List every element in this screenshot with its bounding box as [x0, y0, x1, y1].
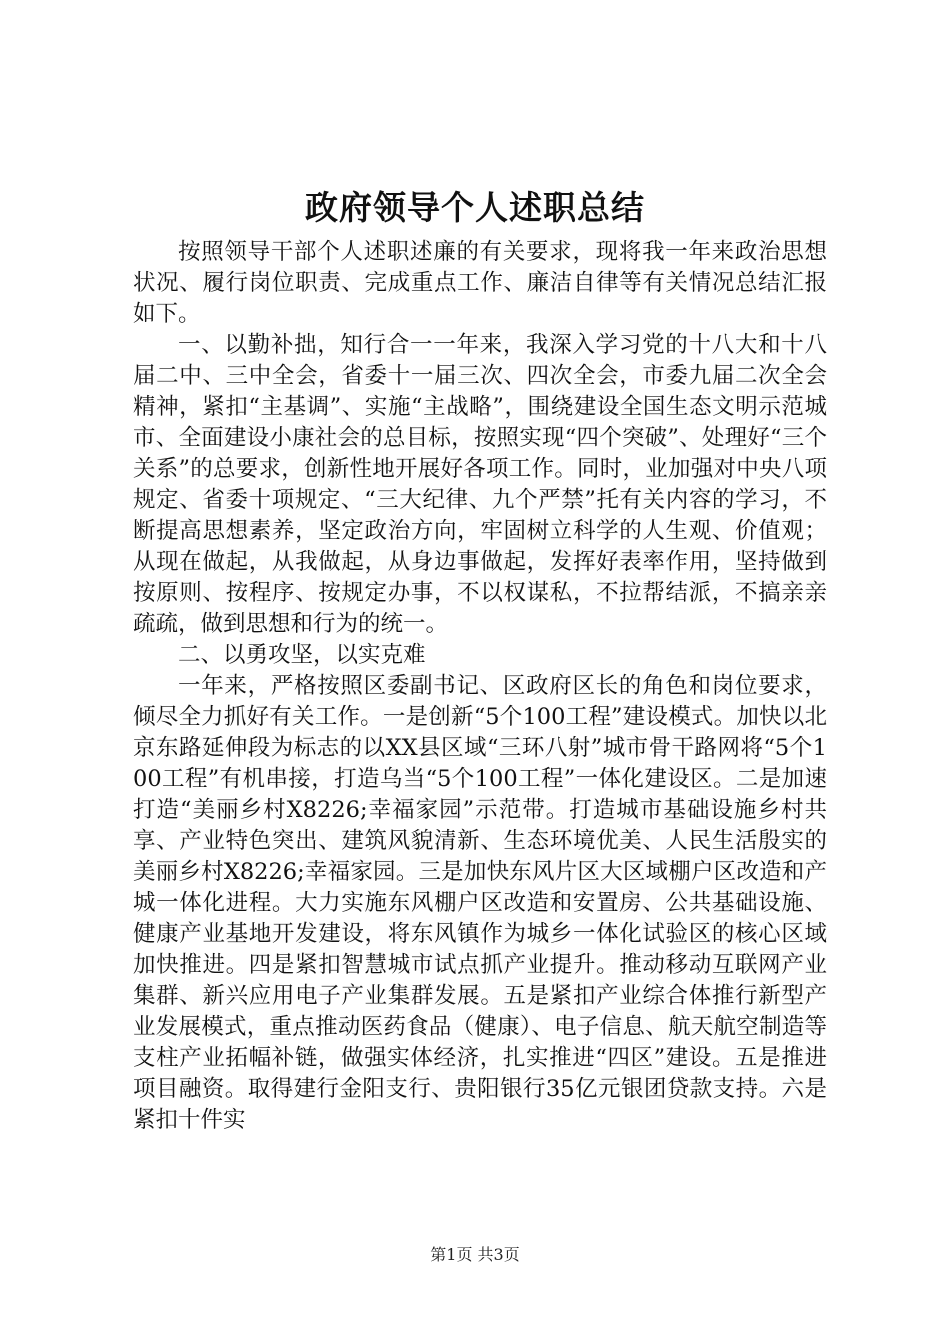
- paragraph-section-one: 一、以勤补拙，知行合一一年来，我深入学习党的十八大和十八届二中、三中全会，省委十一届三次、四次全会，市委九届二次全会精神，紧扣“主基调”、实施“主战略”，围绕建设全国生态文明示范城市、全面建设小康社会的总目标，按照实现“四个突破”、处理好“三个关系”的总要求，创新性地开展好各项工作。同时，业加强对中央八项规定、省委十项规定、“三大纪律、九个严禁”托有关内容的学习，不断提高思想素养，坚定政治方向，牢固树立科学的人生观、价值观；从现在做起，从我做起，从身边事做起，发挥好表率作用，坚持做到按原则、按程序、按规定办事，不以权谋私，不拉帮结派，不搞亲亲疏疏，做到思想和行为的统一。: [133, 332, 827, 637]
- document-title: 政府领导个人述职总结: [305, 188, 645, 227]
- paragraph-section-two: 一年来，严格按照区委副书记、区政府区长的角色和岗位要求，倾尽全力抓好有关工作。一是创新“5个100工程”建设模式。加快以北京东路延伸段为标志的以XX县区域“三环八射”城市骨干路网将“5个100工程”有机串接，打造乌当“5个100工程”一体化建设区。二是加速打造“美丽乡村X8226;幸福家园”示范带。打造城市基础设施乡村共享、产业特色突出、建筑风貌清新、生态环境优美、人民生活殷实的美丽乡村X8226;幸福家园。三是加快东风片区大区域棚户区改造和产城一体化进程。大力实施东风棚户区改造和安置房、公共基础设施、健康产业基地开发建设，将东风镇作为城乡一体化试验区的核心区域加快推进。四是紧扣智慧城市试点抓产业提升。推动移动互联网产业集群、新兴应用电子产业集群发展。五是紧扣产业综合体推行新型产业发展模式，重点推动医药食品（健康）、电子信息、航天航空制造等支柱产业拓幅补链，做强实体经济，扎实推进“四区”建设。五是推进项目融资。取得建行金阳支行、贵阳银行35亿元银团贷款支持。六是紧扣十件实: [133, 673, 827, 1133]
- paragraph-intro: 按照领导干部个人述职述廉的有关要求，现将我一年来政治思想状况、履行岗位职责、完成重点工作、廉洁自律等有关情况总结汇报如下。: [133, 239, 827, 327]
- page-number-footer: 第1页 共3页: [430, 1245, 520, 1264]
- document-body: [133, 237, 827, 1136]
- section-heading-two: 二、以勇攻坚，以实克难: [178, 642, 426, 668]
